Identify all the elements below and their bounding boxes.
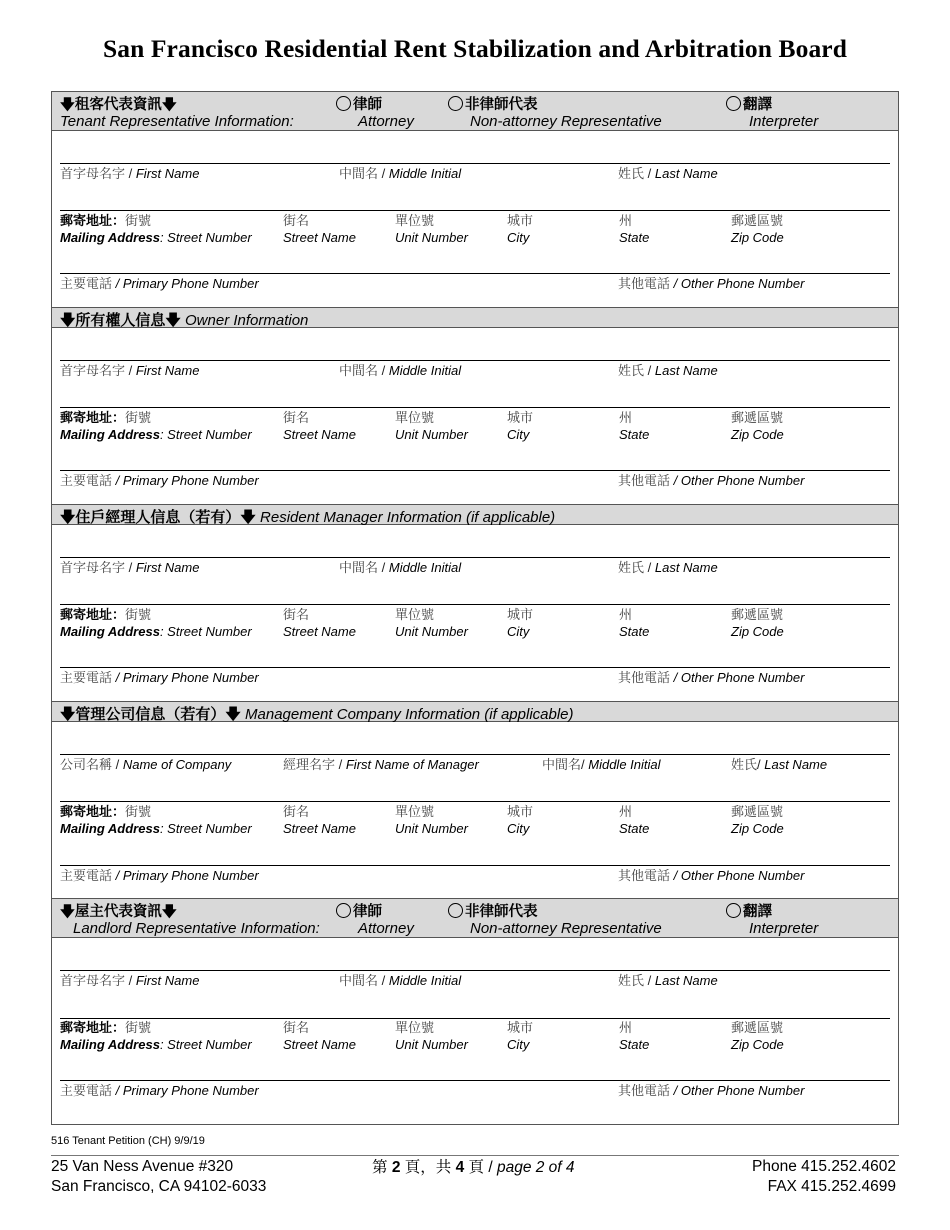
landlord-interpreter-option[interactable]: 翻譯 <box>726 900 772 921</box>
primary-phone-label: 主要電話 / Primary Phone Number <box>60 276 259 292</box>
tenant-attorney-option[interactable]: 律師 <box>336 93 382 114</box>
landlord-rep-title-zh: 🡇屋主代表資訊🡇 <box>60 904 177 920</box>
last-name-label: 姓氏 / Last Name <box>618 973 718 989</box>
first-name-label: 首字母名字 / First Name <box>60 166 200 182</box>
state-label: 州 State <box>619 411 650 442</box>
phone-line[interactable] <box>60 470 890 471</box>
page-title: San Francisco Residential Rent Stabilization and Arbitration Board <box>102 34 848 63</box>
middle-initial-label: 中間名 / Middle Initial <box>339 363 462 379</box>
city-label: 城市 City <box>507 608 534 639</box>
management-company-title-en: Management Company Information (if applicable) <box>245 706 574 723</box>
street-number-label: 郵寄地址：街號 Mailing Address: Street Number <box>60 214 252 245</box>
state-label: 州 State <box>619 608 650 639</box>
other-phone-label: 其他電話 / Other Phone Number <box>618 670 805 686</box>
street-number-label: 郵寄地址：街號 Mailing Address: Street Number <box>60 1021 252 1052</box>
tenant-attorney-label: Attorney <box>358 113 414 130</box>
resident-manager-header <box>52 504 898 525</box>
zip-code-label: 郵遞區號 Zip Code <box>731 1021 784 1052</box>
landlord-rep-header <box>52 898 898 938</box>
unit-number-label: 單位號 Unit Number <box>395 214 468 245</box>
address-line[interactable] <box>60 801 890 802</box>
zip-code-label: 郵遞區號 Zip Code <box>731 608 784 639</box>
zip-code-label: 郵遞區號 Zip Code <box>731 214 784 245</box>
radio-icon[interactable] <box>336 96 351 111</box>
unit-number-label: 單位號 Unit Number <box>395 805 468 836</box>
state-label: 州 State <box>619 1021 650 1052</box>
landlord-interpreter-label: Interpreter <box>749 920 819 937</box>
last-name-label: 姓氏/ Last Name <box>731 757 828 773</box>
street-name-label: 街名 Street Name <box>283 805 356 836</box>
first-name-label: 首字母名字 / First Name <box>60 363 200 379</box>
tenant-interpreter-label: Interpreter <box>749 113 819 130</box>
primary-phone-label: 主要電話 / Primary Phone Number <box>60 1083 259 1099</box>
first-name-label: 首字母名字 / First Name <box>60 973 200 989</box>
company-line[interactable] <box>60 754 890 755</box>
other-phone-label: 其他電話 / Other Phone Number <box>618 1083 805 1099</box>
tenant-non-attorney-label: Non-attorney Representative <box>470 113 662 130</box>
phone-number: Phone 415.252.4602 <box>752 1158 896 1175</box>
unit-number-label: 單位號 Unit Number <box>395 1021 468 1052</box>
radio-icon[interactable] <box>448 96 463 111</box>
phone-line[interactable] <box>60 273 890 274</box>
street-number-label: 郵寄地址：街號 Mailing Address: Street Number <box>60 411 252 442</box>
city-label: 城市 City <box>507 805 534 836</box>
tenant-rep-header <box>52 91 898 131</box>
company-name-label: 公司名稱 / Name of Company <box>60 757 232 773</box>
primary-phone-label: 主要電話 / Primary Phone Number <box>60 670 259 686</box>
radio-icon[interactable] <box>336 903 351 918</box>
landlord-non-attorney-option[interactable]: 非律師代表 <box>448 900 538 921</box>
primary-phone-label: 主要電話 / Primary Phone Number <box>60 473 259 489</box>
zip-code-label: 郵遞區號 Zip Code <box>731 805 784 836</box>
street-name-label: 街名 Street Name <box>283 608 356 639</box>
address-line[interactable] <box>60 407 890 408</box>
unit-number-label: 單位號 Unit Number <box>395 411 468 442</box>
city-label: 城市 City <box>507 214 534 245</box>
radio-icon[interactable] <box>726 96 741 111</box>
tenant-rep-title-en: Tenant Representative Information: <box>60 113 294 130</box>
name-line[interactable] <box>60 970 890 971</box>
tenant-rep-title-zh: 🡇租客代表資訊🡇 <box>60 97 177 113</box>
page-number: 第 2 頁，共 4 頁 / page 2 of 4 <box>372 1158 575 1176</box>
primary-phone-label: 主要電話 / Primary Phone Number <box>60 868 259 884</box>
other-phone-label: 其他電話 / Other Phone Number <box>618 276 805 292</box>
phone-line[interactable] <box>60 1080 890 1081</box>
radio-icon[interactable] <box>448 903 463 918</box>
city-label: 城市 City <box>507 1021 534 1052</box>
last-name-label: 姓氏 / Last Name <box>618 363 718 379</box>
last-name-label: 姓氏 / Last Name <box>618 560 718 576</box>
landlord-attorney-option[interactable]: 律師 <box>336 900 382 921</box>
fax-number: FAX 415.252.4699 <box>767 1178 896 1195</box>
street-name-label: 街名 Street Name <box>283 411 356 442</box>
first-name-label: 首字母名字 / First Name <box>60 560 200 576</box>
resident-manager-title-zh: 🡇住戶經理人信息（若有）🡇 <box>60 508 256 526</box>
middle-initial-label: 中間名/ Middle Initial <box>542 757 661 773</box>
landlord-attorney-label: Attorney <box>358 920 414 937</box>
address-line-2: San Francisco, CA 94102-6033 <box>51 1178 267 1195</box>
city-label: 城市 City <box>507 411 534 442</box>
state-label: 州 State <box>619 214 650 245</box>
last-name-label: 姓氏 / Last Name <box>618 166 718 182</box>
address-line[interactable] <box>60 210 890 211</box>
street-number-label: 郵寄地址：街號 Mailing Address: Street Number <box>60 805 252 836</box>
name-line[interactable] <box>60 360 890 361</box>
radio-icon[interactable] <box>726 903 741 918</box>
zip-code-label: 郵遞區號 Zip Code <box>731 411 784 442</box>
owner-title-en: Owner Information <box>185 312 309 329</box>
middle-initial-label: 中間名 / Middle Initial <box>339 973 462 989</box>
phone-line[interactable] <box>60 667 890 668</box>
state-label: 州 State <box>619 805 650 836</box>
street-name-label: 街名 Street Name <box>283 214 356 245</box>
footer-contact <box>752 1157 896 1197</box>
owner-header <box>52 307 898 328</box>
address-line[interactable] <box>60 604 890 605</box>
landlord-non-attorney-label: Non-attorney Representative <box>470 920 662 937</box>
phone-line[interactable] <box>60 865 890 866</box>
unit-number-label: 單位號 Unit Number <box>395 608 468 639</box>
form-code: 516 Tenant Petition (CH) 9/9/19 <box>51 1135 205 1147</box>
address-line-1: 25 Van Ness Avenue #320 <box>51 1158 234 1175</box>
tenant-non-attorney-option[interactable]: 非律師代表 <box>448 93 538 114</box>
resident-manager-title-en: Resident Manager Information (if applicable) <box>260 509 556 526</box>
street-number-label: 郵寄地址：街號 Mailing Address: Street Number <box>60 608 252 639</box>
management-company-header <box>52 701 898 722</box>
tenant-interpreter-option[interactable]: 翻譯 <box>726 93 772 114</box>
landlord-rep-title-en: Landlord Representative Information: <box>73 920 320 937</box>
other-phone-label: 其他電話 / Other Phone Number <box>618 473 805 489</box>
street-name-label: 街名 Street Name <box>283 1021 356 1052</box>
footer-address <box>51 1157 266 1197</box>
address-line[interactable] <box>60 1018 890 1019</box>
footer-divider <box>51 1155 899 1156</box>
management-company-title-zh: 🡇管理公司信息（若有）🡇 <box>60 705 241 723</box>
other-phone-label: 其他電話 / Other Phone Number <box>618 868 805 884</box>
manager-first-name-label: 經理名字 / First Name of Manager <box>283 757 479 773</box>
name-line[interactable] <box>60 163 890 164</box>
name-line[interactable] <box>60 557 890 558</box>
owner-title-zh: 🡇所有權人信息🡇 <box>60 311 181 329</box>
middle-initial-label: 中間名 / Middle Initial <box>339 166 462 182</box>
middle-initial-label: 中間名 / Middle Initial <box>339 560 462 576</box>
